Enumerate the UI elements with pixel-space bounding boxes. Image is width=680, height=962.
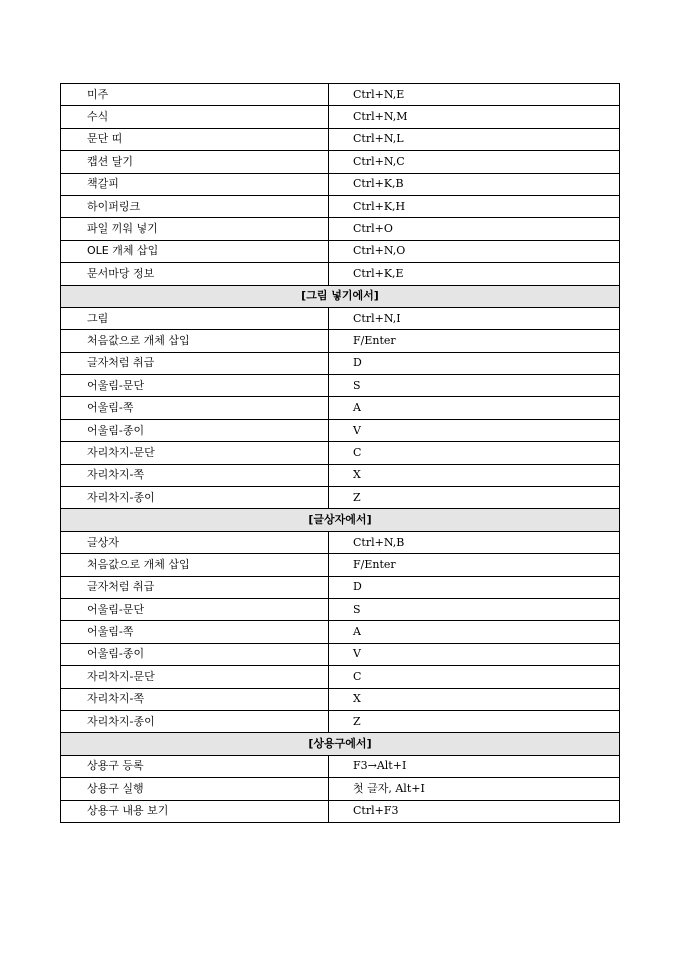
table-row xyxy=(61,800,620,822)
table-row xyxy=(61,666,620,688)
table-row xyxy=(61,598,620,620)
command-label: 처음값으로 개체 삽입 xyxy=(61,330,329,352)
table-row xyxy=(61,195,620,217)
table-row xyxy=(61,375,620,397)
shortcut-key: V xyxy=(329,643,620,665)
command-label: 처음값으로 개체 삽입 xyxy=(61,554,329,576)
command-label: 상용구 등록 xyxy=(61,755,329,777)
shortcut-key: Ctrl+N,L xyxy=(329,128,620,150)
table-row xyxy=(61,487,620,509)
shortcut-key: Ctrl+K,E xyxy=(329,263,620,285)
table-row xyxy=(61,531,620,553)
command-label: 미주 xyxy=(61,84,329,106)
shortcut-key: D xyxy=(329,576,620,598)
shortcut-key: 첫 글자, Alt+I xyxy=(329,778,620,800)
table-row xyxy=(61,330,620,352)
shortcut-key: Ctrl+K,B xyxy=(329,173,620,195)
table-row xyxy=(61,240,620,262)
command-label: 어울림-종이 xyxy=(61,643,329,665)
section-header: [그림 넣기에서] xyxy=(61,285,620,307)
table-row xyxy=(61,352,620,374)
shortcut-key: V xyxy=(329,419,620,441)
command-label: 캡션 달기 xyxy=(61,151,329,173)
command-label: 자리차지-종이 xyxy=(61,487,329,509)
shortcut-key: Ctrl+N,C xyxy=(329,151,620,173)
shortcut-key: F/Enter xyxy=(329,554,620,576)
shortcut-key: X xyxy=(329,688,620,710)
shortcut-key: A xyxy=(329,397,620,419)
shortcut-table-body xyxy=(61,84,620,823)
command-label: 자리차지-쪽 xyxy=(61,464,329,486)
shortcut-table xyxy=(60,83,620,823)
command-label: 하이퍼링크 xyxy=(61,195,329,217)
shortcut-key: Ctrl+O xyxy=(329,218,620,240)
command-label: 상용구 실행 xyxy=(61,778,329,800)
table-row xyxy=(61,263,620,285)
command-label: 자리차지-종이 xyxy=(61,710,329,732)
command-label: 수식 xyxy=(61,106,329,128)
shortcut-key: Ctrl+N,M xyxy=(329,106,620,128)
table-row xyxy=(61,755,620,777)
command-label: 그림 xyxy=(61,307,329,329)
command-label: 파일 끼워 넣기 xyxy=(61,218,329,240)
table-row xyxy=(61,576,620,598)
section-header: [상용구에서] xyxy=(61,733,620,755)
shortcut-key: S xyxy=(329,375,620,397)
shortcut-key: X xyxy=(329,464,620,486)
table-row xyxy=(61,128,620,150)
table-row xyxy=(61,554,620,576)
command-label: 어울림-종이 xyxy=(61,419,329,441)
section-header-row xyxy=(61,733,620,755)
section-header-row xyxy=(61,509,620,531)
table-row xyxy=(61,442,620,464)
shortcut-key: F/Enter xyxy=(329,330,620,352)
shortcut-key: F3→Alt+I xyxy=(329,755,620,777)
command-label: 글자처럼 취급 xyxy=(61,352,329,374)
command-label: 문단 띠 xyxy=(61,128,329,150)
shortcut-key: S xyxy=(329,598,620,620)
shortcut-key: Ctrl+N,B xyxy=(329,531,620,553)
command-label: 자리차지-쪽 xyxy=(61,688,329,710)
table-row xyxy=(61,151,620,173)
table-row xyxy=(61,464,620,486)
command-label: 어울림-쪽 xyxy=(61,397,329,419)
table-row xyxy=(61,218,620,240)
command-label: 글상자 xyxy=(61,531,329,553)
shortcut-key: Ctrl+N,E xyxy=(329,84,620,106)
shortcut-key: D xyxy=(329,352,620,374)
shortcut-key: Ctrl+N,O xyxy=(329,240,620,262)
command-label: 자리차지-문단 xyxy=(61,442,329,464)
shortcut-key: A xyxy=(329,621,620,643)
shortcut-key: C xyxy=(329,442,620,464)
table-row xyxy=(61,84,620,106)
table-row xyxy=(61,643,620,665)
table-row xyxy=(61,307,620,329)
command-label: 문서마당 정보 xyxy=(61,263,329,285)
shortcut-key: C xyxy=(329,666,620,688)
table-row xyxy=(61,397,620,419)
shortcut-key: Z xyxy=(329,487,620,509)
table-row xyxy=(61,173,620,195)
section-header-row xyxy=(61,285,620,307)
section-header: [글상자에서] xyxy=(61,509,620,531)
table-row xyxy=(61,710,620,732)
command-label: 어울림-문단 xyxy=(61,598,329,620)
table-row xyxy=(61,106,620,128)
shortcut-key: Ctrl+F3 xyxy=(329,800,620,822)
table-row xyxy=(61,778,620,800)
shortcut-key: Z xyxy=(329,710,620,732)
command-label: 상용구 내용 보기 xyxy=(61,800,329,822)
command-label: 책갈피 xyxy=(61,173,329,195)
command-label: 어울림-쪽 xyxy=(61,621,329,643)
shortcut-key: Ctrl+K,H xyxy=(329,195,620,217)
table-row xyxy=(61,688,620,710)
command-label: 어울림-문단 xyxy=(61,375,329,397)
table-row xyxy=(61,419,620,441)
command-label: OLE 개체 삽입 xyxy=(61,240,329,262)
command-label: 자리차지-문단 xyxy=(61,666,329,688)
command-label: 글자처럼 취급 xyxy=(61,576,329,598)
table-row xyxy=(61,621,620,643)
shortcut-key: Ctrl+N,I xyxy=(329,307,620,329)
